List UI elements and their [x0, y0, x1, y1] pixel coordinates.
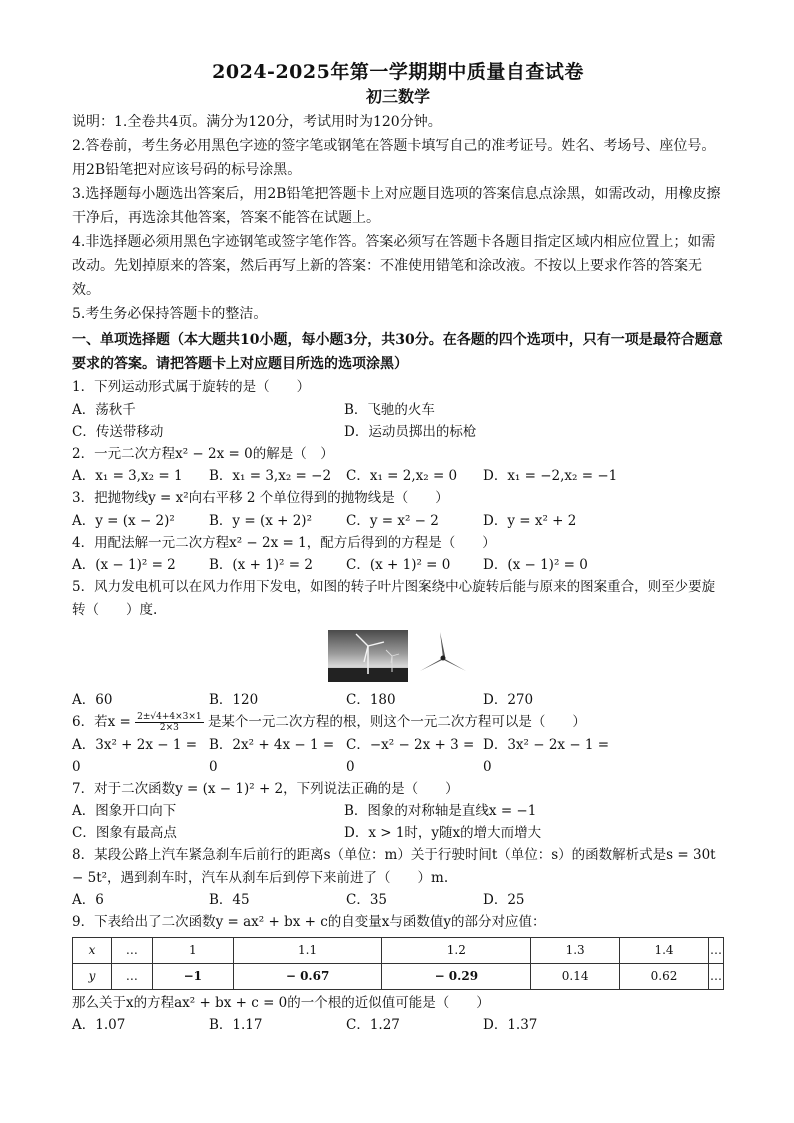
q5-option-c: C．180 [346, 692, 396, 708]
table-cell: y [73, 963, 112, 989]
wind-turbine-photo [328, 630, 408, 682]
q5-option-a: A．60 [72, 692, 113, 708]
q2-options [72, 465, 724, 487]
q1-option-b: B．飞驰的火车 [344, 401, 435, 418]
q5-option-b: B．120 [209, 692, 259, 708]
q4-option-b: B．(x + 1)² = 2 [209, 557, 313, 573]
instruction-4: 4.非选择题必须用黑色字迹钢笔或签字笔作答。答案必须写在答题卡各题目指定区域内相应位置上；如需改动。先划掉原来的答案，然后再写上新的答案：不准使用错笔和涂改液。不按以上要求作答的答案无效。 [72, 234, 716, 298]
q9-option-a: A．1.07 [72, 1017, 126, 1033]
q9-options [72, 1014, 724, 1036]
q4-option-c: C．(x + 1)² = 0 [346, 557, 451, 573]
q6-stem-prefix: 6．若x = [72, 714, 131, 730]
exam-page [72, 58, 724, 1036]
q3-option-a: A．y = (x − 2)² [72, 512, 175, 529]
q8-option-c: C．35 [346, 892, 388, 908]
q8-option-d: D．25 [483, 892, 525, 908]
q2-option-b: B．x₁ = 3,x₂ = −2 [209, 468, 332, 484]
q6-fraction-denominator: 2×3 [159, 723, 179, 733]
table-cell: 1 [152, 937, 233, 963]
q4-option-a: A．(x − 1)² = 2 [72, 557, 176, 573]
q6-option-d: D．3x² − 2x − 1 = 0 [483, 736, 610, 775]
q8-options [72, 889, 724, 911]
rotor-blades-icon [418, 630, 468, 682]
table-cell: 0.62 [620, 963, 709, 989]
q6-stem-suffix: 是某个一元二次方程的根，则这个一元二次方程可以是（ ） [207, 714, 586, 730]
q9-option-d: D．1.37 [483, 1017, 538, 1033]
q6-fraction-numerator: 2±√4+4×3×1 [137, 712, 202, 722]
wind-turbine-figure [328, 629, 724, 683]
question-9: 9．下表给出了二次函数y = ax² + bx + c的自变量x与函数值y的部分对应值： [72, 914, 546, 930]
question-5: 5．风力发电机可以在风力作用下发电，如图的转子叶片图案绕中心旋转后能与原来的图案重合，则至少要旋转（ ）度. [72, 579, 716, 618]
q1-options [72, 399, 724, 421]
q2-option-d: D．x₁ = −2,x₂ = −1 [483, 468, 618, 484]
table-cell: … [111, 937, 152, 963]
q7-option-b: B．图象的对称轴是直线x = −1 [344, 803, 537, 819]
instruction-5: 5.考生务必保持答题卡的整洁。 [72, 306, 268, 322]
q2-option-c: C．x₁ = 2,x₂ = 0 [346, 468, 458, 484]
value-table [72, 937, 724, 990]
q1-option-c: C．传送带移动 [72, 423, 164, 440]
question-9-followup: 那么关于x的方程ax² + bx + c = 0的一个根的近似值可能是（ ） [72, 994, 490, 1011]
table-cell: 1.3 [531, 937, 620, 963]
wind-turbine-photo-icon [328, 630, 408, 682]
q1-options-row2 [72, 421, 724, 443]
instruction-3: 3.选择题每小题选出答案后，用2B铅笔把答题卡上对应题目选项的答案信息点涂黑，如需改动，用橡皮擦干净后，再选涂其他答案，答案不能答在试题上。 [72, 186, 721, 226]
q5-options [72, 689, 724, 711]
q3-option-b: B．y = (x + 2)² [209, 512, 312, 529]
q9-option-b: B．1.17 [209, 1017, 263, 1033]
table-row-x [73, 937, 724, 963]
q8-option-b: B．45 [209, 892, 250, 908]
q6-option-a: A．3x² + 2x − 1 = 0 [72, 736, 198, 775]
table-cell: … [111, 963, 152, 989]
table-cell: … [709, 937, 724, 963]
q1-option-a: A．荡秋千 [72, 401, 136, 418]
q7-options-row2 [72, 822, 724, 844]
question-2: 2．一元二次方程x² − 2x = 0的解是（ ） [72, 445, 334, 462]
q3-options [72, 510, 724, 532]
table-row-y [73, 963, 724, 989]
q6-option-c: C．−x² − 2x + 3 = 0 [346, 736, 475, 775]
table-cell: x [73, 937, 112, 963]
question-4: 4．用配法解一元二次方程x² − 2x = 1，配方后得到的方程是（ ） [72, 534, 496, 551]
instruction-1: 说明：1.全卷共4页。满分为120分，考试用时为120分钟。 [72, 114, 442, 130]
question-7: 7．对于二次函数y = (x − 1)² + 2，下列说法正确的是（ ） [72, 780, 459, 797]
q7-option-a: A．图象开口向下 [72, 803, 177, 819]
table-cell: −1 [152, 963, 233, 989]
section-heading: 一、单项选择题（本大题共10小题，每小题3分，共30分。在各题的四个选项中，只有一项是最符合题意要求的答案。请把答题卡上对应题目所选的选项涂黑） [72, 332, 723, 372]
q1-option-d: D．运动员掷出的标枪 [344, 423, 477, 440]
table-cell: − 0.29 [382, 963, 531, 989]
q3-option-c: C．y = x² − 2 [346, 512, 439, 529]
q4-option-d: D．(x − 1)² = 0 [483, 557, 588, 573]
q6-fraction [135, 712, 204, 733]
exam-subject: 初三数学 [365, 87, 430, 106]
table-cell: − 0.67 [233, 963, 382, 989]
q6-options [72, 734, 724, 778]
table-cell: 1.1 [233, 937, 382, 963]
q5-option-d: D．270 [483, 692, 534, 708]
table-cell: 0.14 [531, 963, 620, 989]
q7-option-c: C．图象有最高点 [72, 825, 177, 841]
table-cell: 1.2 [382, 937, 531, 963]
question-8: 8．某段公路上汽车紧急刹车后前行的距离s（单位：m）关于行驶时间t（单位：s）的函数解析式是s = 30t − 5t²，遇到刹车时，汽车从刹车后到停下来前进了（ ）m. [72, 847, 716, 886]
q3-option-d: D．y = x² + 2 [483, 512, 577, 529]
instruction-2: 2.答卷前，考生务必用黑色字迹的签字笔或钢笔在答题卡填写自己的准考证号。姓名、考场号、座位号。用2B铅笔把对应该号码的标号涂黑。 [72, 138, 716, 178]
q9-option-c: C．1.27 [346, 1017, 400, 1033]
question-6 [72, 711, 724, 734]
question-1: 1．下列运动形式属于旋转的是（ ） [72, 379, 311, 395]
question-3: 3．把抛物线y = x²向右平移 2 个单位得到的抛物线是（ ） [72, 490, 449, 506]
q8-option-a: A．6 [72, 892, 104, 908]
q4-options [72, 554, 724, 576]
q2-option-a: A．x₁ = 3,x₂ = 1 [72, 468, 183, 484]
q7-option-d: D．x > 1时，y随x的增大而增大 [344, 825, 542, 841]
q6-option-b: B．2x² + 4x − 1 = 0 [209, 736, 335, 775]
instructions [72, 110, 724, 326]
q7-options [72, 800, 724, 822]
table-cell: … [709, 963, 724, 989]
exam-title: 2024-2025年第一学期期中质量自查试卷 [212, 61, 584, 83]
table-cell: 1.4 [620, 937, 709, 963]
